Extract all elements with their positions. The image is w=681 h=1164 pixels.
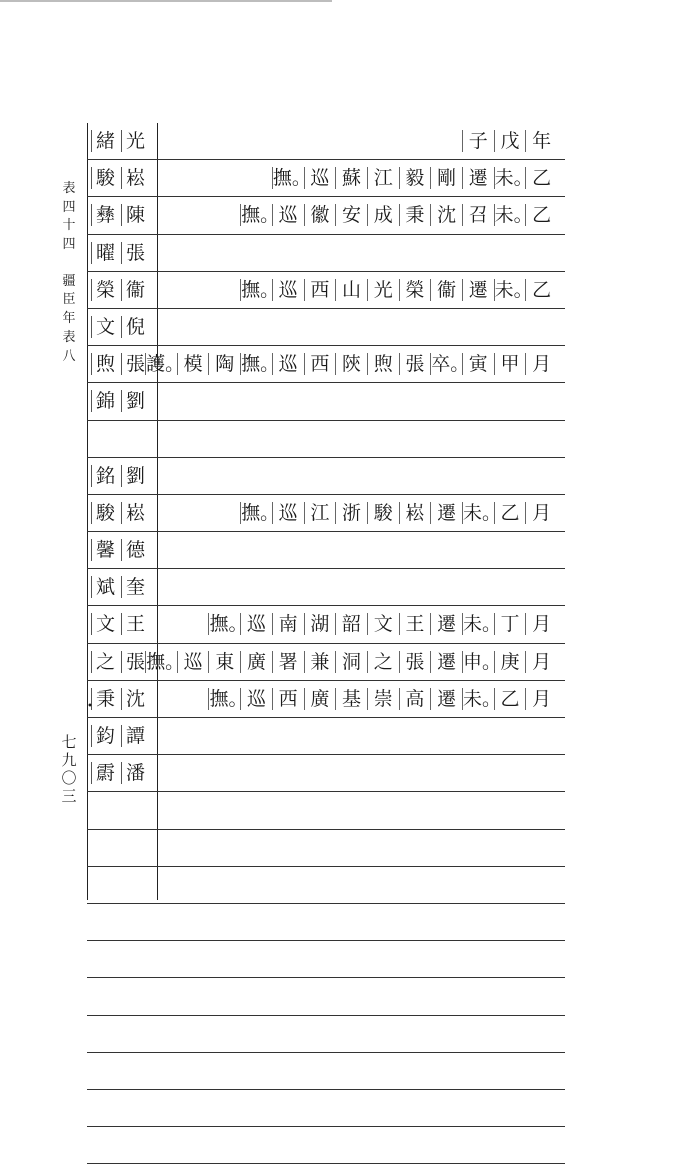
entry-char: 巡 [304,167,336,189]
official-name [91,309,151,345]
official-name [91,606,151,642]
entry-char: 巡 [272,353,304,375]
stray-mark: • [87,701,93,712]
year-entry [272,167,557,189]
entry-char: 未。 [462,501,501,524]
side-title-char: 四 [62,237,76,253]
name-char: 張 [121,353,147,375]
entry-char: 南 [272,613,304,635]
entry-char: 廣 [304,688,336,710]
entry-char: 護。 [146,353,185,376]
entry-char: 撫。 [272,167,311,190]
official-name [91,421,151,457]
official-name [91,644,151,680]
entry-char: 遷 [430,688,462,710]
entry-char: 陶 [208,353,240,375]
table-row [87,1016,565,1053]
name-char: 劉 [121,465,147,487]
entry-char: 未。 [494,278,533,301]
entry-char: 庚 [494,651,526,673]
name-char: 彝 [91,204,117,226]
entry-char: 乙 [525,204,557,226]
year-entry [208,688,557,710]
entry-char: 浙 [335,502,367,524]
entry-char: 山 [335,279,367,301]
side-title-char: 四 [62,199,76,215]
table-row [87,792,565,829]
entry-char: 月 [525,688,557,710]
entry-char: 署 [272,651,304,673]
entry-char: 撫。 [241,278,280,301]
name-char: 譚 [121,725,147,747]
entry-char: 撫。 [209,687,248,710]
side-running-title [58,180,80,366]
year-entry [145,651,557,673]
table-row [87,941,565,978]
page-number-digit: 三 [61,787,77,805]
entry-char: 駿 [367,502,399,524]
entry-char: 月 [525,613,557,635]
entry-char: 撫。 [146,650,185,673]
entry-char: 子 [462,130,494,152]
entry-char: 乙 [494,688,526,710]
entry-char: 遷 [462,279,494,301]
entry-char: 西 [304,353,336,375]
entry-char: 煦 [367,353,399,375]
entry-char: 張 [399,353,431,375]
entry-char: 丁 [494,613,526,635]
official-name [91,904,151,940]
official-name [91,867,151,903]
entry-char: 基 [335,688,367,710]
entry-char: 東 [208,651,240,673]
entry-char: 安 [335,204,367,226]
entry-char: 高 [399,688,431,710]
table-row [87,755,565,792]
name-char: 霨 [91,762,117,784]
year-entry [208,613,557,635]
entry-char: 巡 [272,204,304,226]
table-row [87,1127,565,1164]
official-name [91,532,151,568]
official-name [91,1090,151,1126]
entry-char: 洞 [335,651,367,673]
entry-char: 月 [525,651,557,673]
table-row [87,904,565,941]
name-char: 王 [121,613,147,635]
table-row [87,644,565,681]
official-name [91,197,151,233]
year-entry [462,130,557,152]
year-entry [240,502,557,524]
official-name [91,569,151,605]
entry-char: 甲 [494,353,526,375]
name-char: 榮 [91,279,117,301]
entry-char: 江 [367,167,399,189]
entry-char: 成 [367,204,399,226]
side-title-char: 臣 [62,292,76,308]
official-name [91,160,151,196]
entry-char: 模 [177,353,209,375]
name-char: 緒 [91,130,117,152]
entry-char: 韶 [335,613,367,635]
side-title-char: 疆 [62,273,76,289]
entry-char: 撫。 [241,204,280,227]
table-row [87,718,565,755]
entry-char: 陝 [335,353,367,375]
entry-char: 崇 [367,688,399,710]
entry-char: 召 [462,204,494,226]
official-name [91,235,151,271]
name-char: 張 [121,242,147,264]
table-row [87,458,565,495]
page-number-digit: 七 [61,733,77,751]
table-row [87,383,565,420]
entry-char: 崧 [399,502,431,524]
entry-char: 湖 [304,613,336,635]
table-row [87,532,565,569]
official-name [91,718,151,754]
side-title-char: 表 [62,181,76,196]
table-row [87,346,565,383]
table-row [87,606,565,643]
governor-year-table [87,123,565,1164]
name-char: 陳 [121,204,147,226]
table-row [87,495,565,532]
name-char: 文 [91,613,117,635]
year-entry [240,204,557,226]
official-name [91,1053,151,1089]
name-char: 衞 [121,279,147,301]
entry-char: 未。 [462,613,501,636]
name-char: 之 [91,651,117,673]
entry-char: 西 [272,688,304,710]
entry-char: 未。 [494,204,533,227]
name-char: 煦 [91,353,117,375]
official-name [91,1016,151,1052]
entry-char: 撫。 [241,353,280,376]
official-name [91,941,151,977]
entry-char: 文 [367,613,399,635]
entry-char: 剛 [430,167,462,189]
name-char: 崧 [121,167,147,189]
name-char: 倪 [121,316,147,338]
entry-char: 戊 [494,130,526,152]
name-char: 文 [91,316,117,338]
entry-char: 西 [304,279,336,301]
official-name [91,755,151,791]
official-name [91,1127,151,1163]
official-name [91,681,151,717]
official-name [91,346,151,382]
table-row [87,197,565,234]
table-row [87,160,565,197]
entry-char: 兼 [304,651,336,673]
official-name [91,978,151,1014]
entry-char: 之 [367,651,399,673]
entry-char: 巡 [272,279,304,301]
official-name [91,458,151,494]
side-title-char: 年 [62,311,76,327]
entry-char: 乙 [494,502,526,524]
page-number [58,733,80,805]
table-row [87,421,565,458]
entry-char: 遷 [430,651,462,673]
entry-char: 巡 [240,613,272,635]
table-row [87,235,565,272]
entry-char: 遷 [462,167,494,189]
entry-char: 遷 [430,502,462,524]
name-char: 劉 [121,390,147,412]
entry-char: 蘇 [335,167,367,189]
table-row [87,272,565,309]
side-title-char [58,255,80,273]
name-char: 潘 [121,762,147,784]
entry-char: 未。 [494,167,533,190]
page-number-digit: 〇 [61,769,77,787]
entry-char: 廣 [240,651,272,673]
entry-char: 未。 [462,687,501,710]
name-char: 德 [121,539,147,561]
name-char: 駿 [91,167,117,189]
official-name [91,272,151,308]
side-title-char: 表 [62,329,76,345]
official-name [91,830,151,866]
entry-char: 徽 [304,204,336,226]
entry-char: 遷 [430,613,462,635]
official-name [91,495,151,531]
table-row [87,569,565,606]
year-entry [145,353,557,375]
entry-char: 巡 [177,651,209,673]
name-char: 銘 [91,465,117,487]
entry-char: 光 [367,279,399,301]
name-char: 沈 [121,688,147,710]
entry-char: 年 [525,130,557,152]
entry-char: 卒。 [431,353,470,376]
name-char: 秉 [91,688,117,710]
official-name [91,792,151,828]
entry-char: 巡 [240,688,272,710]
name-char: 光 [121,130,147,152]
entry-char: 乙 [525,279,557,301]
side-title-char: 十 [62,218,76,234]
entry-char: 撫。 [241,501,280,524]
entry-char: 榮 [399,279,431,301]
table-row [87,309,565,346]
table-row [87,1053,565,1090]
table-row [87,867,565,904]
name-char: 曜 [91,242,117,264]
entry-char: 毅 [399,167,431,189]
table-row [87,681,565,718]
entry-char: 寅 [462,353,494,375]
name-char: 張 [121,651,147,673]
name-char: 奎 [121,576,147,598]
entry-char: 撫。 [209,613,248,636]
entry-char: 月 [525,353,557,375]
name-char: 鈞 [91,725,117,747]
entry-char: 沈 [430,204,462,226]
entry-char: 申。 [462,650,501,673]
table-row [87,830,565,867]
scan-top-edge [0,0,332,2]
table-row [87,1090,565,1127]
page-number-digit: 九 [61,751,77,769]
table-row [87,123,565,160]
name-char: 駿 [91,502,117,524]
name-char: 斌 [91,576,117,598]
table-row [87,978,565,1015]
entry-char: 秉 [399,204,431,226]
year-entry [240,279,557,301]
entry-char: 衞 [430,279,462,301]
side-title-char: 八 [62,348,76,364]
entry-char: 王 [399,613,431,635]
name-char: 馨 [91,539,117,561]
entry-char: 江 [304,502,336,524]
entry-char: 月 [525,502,557,524]
entry-char: 巡 [272,502,304,524]
official-name [91,383,151,419]
name-char: 錦 [91,390,117,412]
entry-char: 乙 [525,167,557,189]
official-name [91,123,151,159]
entry-char: 張 [399,651,431,673]
name-char: 崧 [121,502,147,524]
